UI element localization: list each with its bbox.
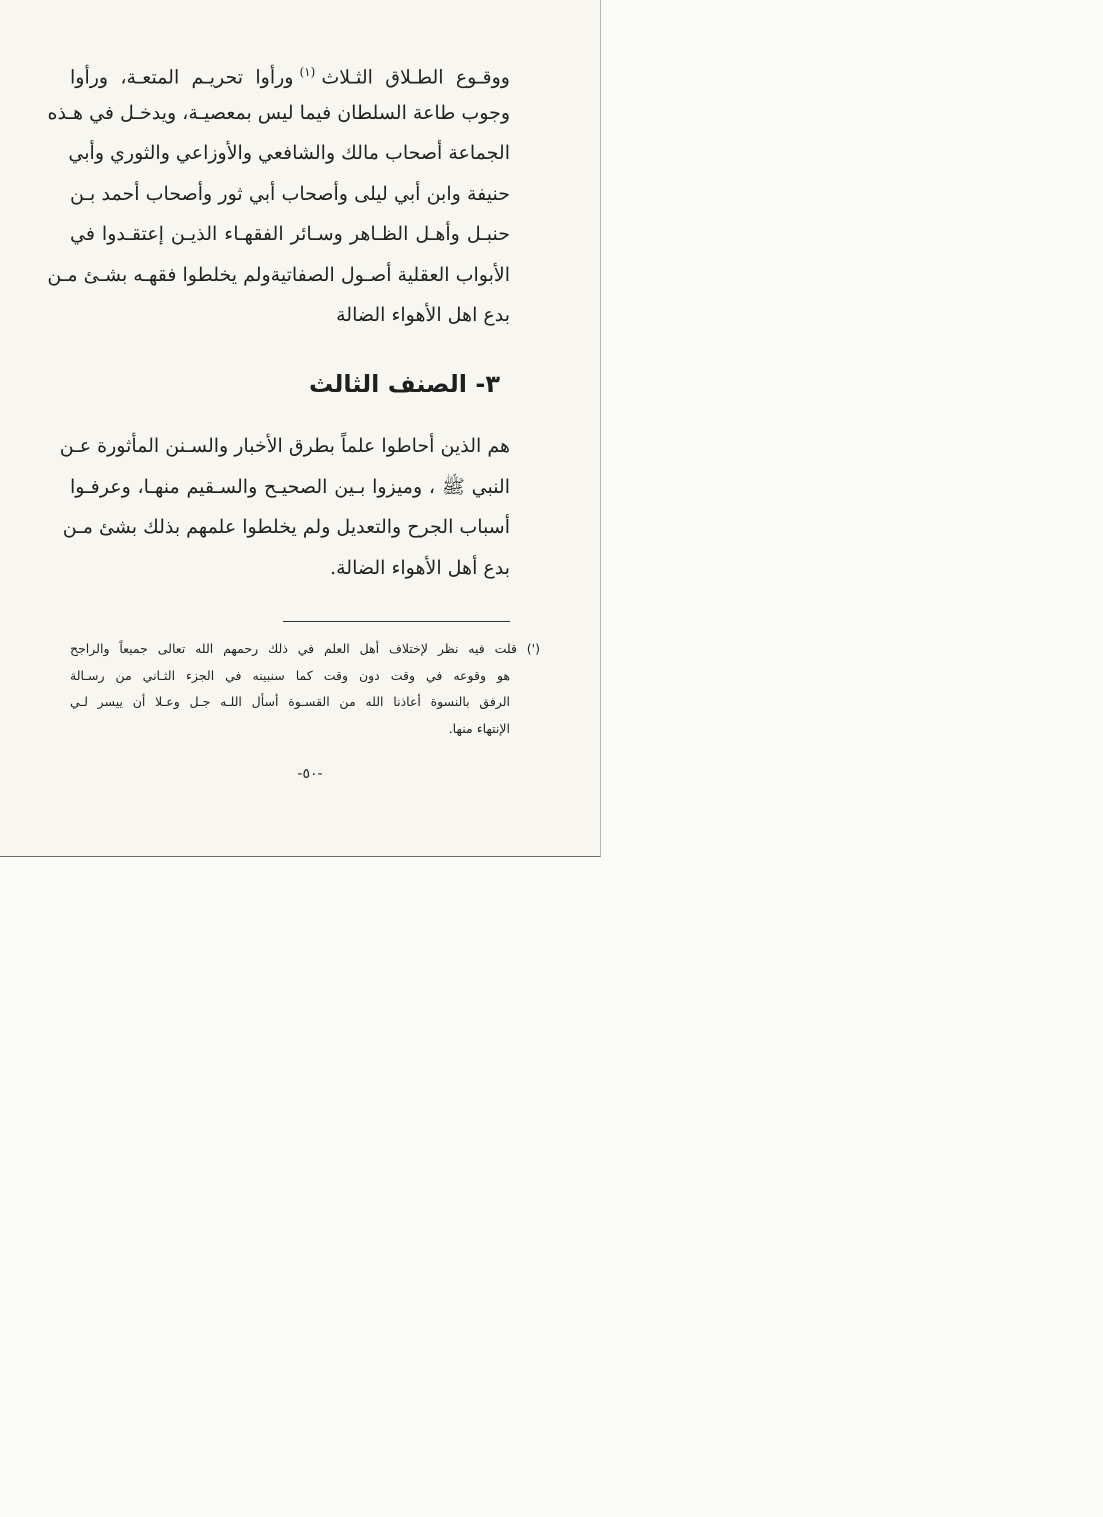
text-line: حنيفة وابن أبي ليلى وأصحاب أبي ثور وأصحاب أحمد بـن (70, 182, 510, 205)
footnote-line: (') قلت فيه نظر لإختلاف أهل العلم في ذلك رحمهم الله تعالى جميعاً والراجح (70, 641, 540, 656)
footnotes (70, 636, 540, 742)
footnote-line: هو وقوعه في وقت دون وقت كما سنبينه في الجزء الثـاني من رسـالة (70, 667, 510, 683)
text-line: هم الذين أحاطوا علماً بطرق الأخبار والسـنن المأثورة عـن (59, 435, 510, 457)
text-segment: ورأوا تحريـم المتعـة، ورأوا (70, 66, 294, 89)
text-line: وجوب طاعة السلطان فيما ليس بمعصيـة، ويدخـل في هـذه (47, 101, 510, 124)
footnote-line: الرفق بالنسوة أعاذنا الله من القسـوة أسأل اللـه جـل وعـلا أن ييسر لـي (70, 694, 510, 709)
text-line: بدع أهل الأهواء الضالة. (330, 556, 510, 579)
body-paragraph-1 (47, 52, 510, 336)
text-segment: ووقـوع الطـلاق الثـلاث (321, 66, 510, 89)
footnote-line: الإنتهاء منها. (448, 720, 510, 736)
text-line: حنبـل وأهـل الظـاهر وسـائر الفقهـاء الذيـن إعتقـدوا في (70, 223, 510, 245)
page-number: -٥٠- (297, 766, 323, 782)
section-heading: ٣- الصنف الثالث (308, 370, 500, 398)
text-line (70, 52, 510, 93)
text-line: النبي ﷺ ، وميزوا بـين الصحيـح والسـقيم منهـا، وعرفـوا (70, 475, 510, 498)
footnote-divider (283, 621, 510, 622)
text-line: الجماعة أصحاب مالك والشافعي والأوزاعي والثوري وأبي (68, 142, 510, 164)
footnote-reference: (١) (299, 65, 316, 79)
text-line: الأبواب العقلية أصـول الصفاتيةولم يخلطوا فقهـه بشـئ مـن (47, 263, 510, 286)
body-paragraph-2 (59, 426, 510, 588)
scanned-page (0, 0, 601, 857)
text-line: بدع اهل الأهواء الضالة (336, 304, 510, 326)
text-line: أسباب الجرح والتعديل ولم يخلطوا علمهم بذلك بشئ مـن (62, 516, 510, 538)
